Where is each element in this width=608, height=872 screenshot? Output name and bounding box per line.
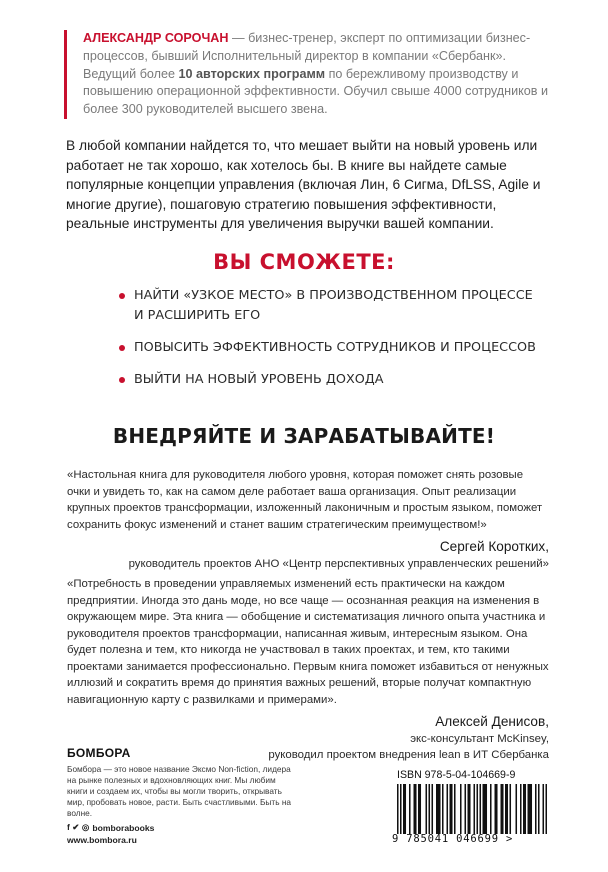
barcode-bar bbox=[516, 784, 518, 834]
barcode-bar bbox=[414, 784, 416, 834]
barcode-bar bbox=[501, 784, 503, 834]
publisher-logo: БОМБОРА bbox=[67, 746, 131, 760]
barcode-bar bbox=[400, 784, 402, 834]
can-title: ВЫ СМОЖЕТЕ: bbox=[213, 250, 395, 274]
quote-signature bbox=[67, 538, 549, 572]
reviewer-role-2: руководил проектом внедрения lean в ИТ Сбербанка bbox=[268, 749, 549, 761]
benefit-text: ВЫЙТИ НА НОВЫЙ УРОВЕНЬ ДОХОДА bbox=[134, 372, 384, 387]
bullet-dot-icon bbox=[119, 345, 125, 351]
benefit-text: ПОВЫСИТЬ ЭФФЕКТИВНОСТЬ СОТРУДНИКОВ И ПРОЦЕССОВ bbox=[134, 340, 536, 355]
barcode-bar bbox=[439, 784, 441, 834]
barcode-bar bbox=[426, 784, 428, 834]
barcode-bar bbox=[420, 784, 422, 834]
barcode-bar bbox=[505, 784, 507, 834]
barcode-bar bbox=[468, 784, 470, 834]
barcode-bar bbox=[397, 784, 399, 834]
barcode-bar bbox=[486, 784, 488, 834]
benefit-text: НАЙТИ «УЗКОЕ МЕСТО» В ПРОИЗВОДСТВЕННОМ ПРОЦЕССЕ И РАСШИРИТЬ ЕГО bbox=[134, 288, 533, 323]
quote-signature bbox=[67, 713, 549, 763]
barcode-bar bbox=[483, 784, 485, 834]
barcode-bar bbox=[403, 784, 405, 834]
benefit-item bbox=[123, 338, 543, 358]
barcode-bar bbox=[507, 784, 509, 834]
barcode-bar bbox=[484, 784, 486, 834]
author-name: АЛЕКСАНДР СОРОЧАН bbox=[83, 31, 229, 45]
barcode-bar bbox=[474, 784, 476, 834]
barcode-bar bbox=[538, 784, 540, 834]
author-bio bbox=[64, 30, 558, 119]
barcode-bar bbox=[429, 784, 431, 834]
benefits-list bbox=[123, 286, 543, 402]
barcode-bar bbox=[525, 784, 527, 834]
barcode-bar bbox=[529, 784, 531, 834]
social-icons: f ✔ ◎ bbox=[67, 822, 90, 832]
barcode-bar bbox=[432, 784, 434, 834]
barcode-bar bbox=[531, 784, 533, 834]
reviewer-role: экс-консультант McKinsey, bbox=[410, 733, 549, 745]
barcode-bar bbox=[546, 784, 548, 834]
barcode-bar bbox=[510, 784, 512, 834]
benefit-item bbox=[123, 286, 543, 326]
publisher-description: Бомбора — это новое название Эксмо Non-fiction, лидера на рынке полезных и вдохновляющих книг. Мы любим книги и создаем их, чтобы вы могли творить, открывать мир, пробовать новое, расти. Быть счастливыми. Быть на волне. bbox=[67, 764, 292, 819]
barcode-bar bbox=[543, 784, 545, 834]
author-text-1: — бизнес-тренер, эксперт по оптимизации бизнес-процессов, бывший Исполнительный директор в компании «Сбербанк». Ведущий более bbox=[83, 31, 531, 81]
barcode-bar bbox=[450, 784, 452, 834]
barcode-bar bbox=[528, 784, 530, 834]
barcode-bar bbox=[502, 784, 504, 834]
isbn-label: ISBN 978-5-04-104669-9 bbox=[397, 769, 516, 781]
barcode-bar bbox=[520, 784, 522, 834]
barcode-bar bbox=[490, 784, 492, 834]
barcode-bar bbox=[418, 784, 420, 834]
barcode-bar bbox=[415, 784, 417, 834]
social-links bbox=[67, 822, 154, 833]
barcode-bar bbox=[523, 784, 525, 834]
barcode-bar bbox=[442, 784, 444, 834]
barcode-bar bbox=[438, 784, 440, 834]
reviewer-name: Сергей Коротких, bbox=[439, 539, 549, 554]
barcode-digits: 9 785041 046699 > bbox=[392, 833, 514, 845]
barcode-bar bbox=[451, 784, 453, 834]
barcode-bar bbox=[447, 784, 449, 834]
author-text-2: по бережливому производству и повышению операционной эффективности. Обучил свыше 4000 сотрудников и более 300 руководителей высшего звена. bbox=[83, 66, 549, 117]
barcode-bar bbox=[535, 784, 537, 834]
reviewer-role: руководитель проектов АНО «Центр перспективных управленческих решений» bbox=[128, 558, 549, 570]
quote-text: «Настольная книга для руководителя любого уровня, которая поможет снять розовые очки и увидеть то, как на самом деле работает ваша организация. Опыт реализации крупных проектов трансформации, изложенный лаконичным и простым языком, поможет сохранить фокус изменений и станет вашим стратегическим преимуществом!» bbox=[67, 469, 543, 531]
barcode bbox=[397, 784, 547, 834]
review-quote bbox=[67, 467, 549, 572]
review-quote bbox=[67, 576, 549, 763]
benefit-item bbox=[123, 370, 543, 390]
bullet-dot-icon bbox=[119, 293, 125, 299]
quote-text: «Потребность в проведении управляемых изменений есть практически на каждом предприятии. Иногда это дань моде, но все чаще — осознанная реакция на изменения в окружающем мире. Эта книга — обобщение и систематизация личного опыта участника и руководителя проектов трансформации, написанная живым, интересным языком. Она будет полезна и тем, кто никогда не участвовал в таких проектах, и тем, кто такими проектами занимается профессионально. Первым книга поможет избавиться от ненужных иллюзий и сократить время до принятия важных решений, вторые получат компактную навигационную карту с развилками и примерами». bbox=[67, 578, 549, 706]
author-programs: 10 авторских программ bbox=[178, 66, 326, 81]
reviewer-name: Алексей Денисов, bbox=[435, 714, 549, 729]
intro-paragraph: В любой компании найдется то, что мешает выйти на новый уровень или работает не так хорошо, как хотелось бы. В книге вы найдете самые популярные концепции управления (включая Лин, 6 Сигма, DfLSS, Agile и многие другие), пошаговую стратегию повышения эффективности, реальные инструменты для увеличения выручки вашей компании. bbox=[66, 138, 541, 232]
barcode-bar bbox=[477, 784, 479, 834]
barcode-bar bbox=[436, 784, 438, 834]
slogan: ВНЕДРЯЙТЕ И ЗАРАБАТЫВАЙТЕ! bbox=[112, 424, 496, 448]
barcode-bar bbox=[465, 784, 467, 834]
barcode-bar bbox=[409, 784, 411, 834]
barcode-bar bbox=[480, 784, 482, 834]
publisher-website: www.bombora.ru bbox=[67, 835, 137, 845]
social-handle: bomborabooks bbox=[92, 822, 155, 833]
bullet-dot-icon bbox=[119, 377, 125, 383]
barcode-bar bbox=[495, 784, 497, 834]
barcode-bar bbox=[469, 784, 471, 834]
barcode-bar bbox=[460, 784, 462, 834]
barcode-bar bbox=[405, 784, 407, 834]
barcode-bar bbox=[496, 784, 498, 834]
barcode-bar bbox=[454, 784, 456, 834]
